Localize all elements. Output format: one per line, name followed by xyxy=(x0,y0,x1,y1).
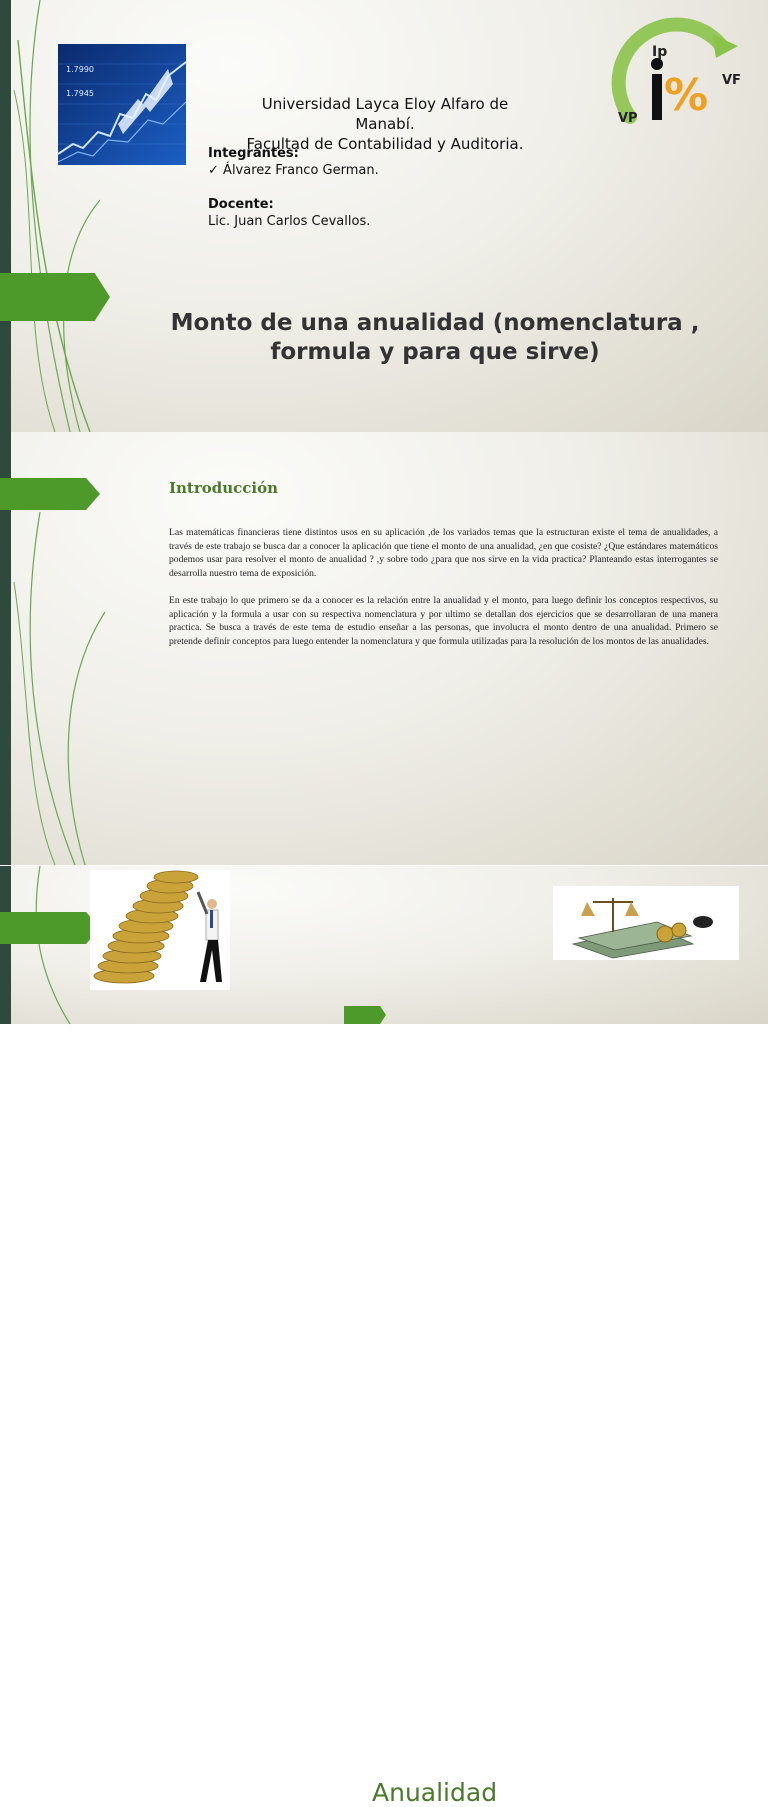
check-icon: ✓ xyxy=(208,163,219,178)
teacher-label: Docente: xyxy=(208,197,274,212)
logo-vf: VF xyxy=(722,73,741,88)
intro-paragraph-2: En este trabajo lo que primero se da a conocer es la relación entre la anualidad y el monto, para luego definir los conceptos respectivos, su aplicación y la formula a usar con su respectiva nomenclatura y por ultimo se detallan dos ejercicios que se desarrollaran de una manera practica. Se busca a través de este tema de estudio enseñar a las personas, que involucra el monto dentro de una anualidad. Primero se pretende definir conceptos para luego entender la nomenclatura y que formula utilizadas para la resolución de los montos de las anualidades. xyxy=(169,595,718,647)
introduction-heading: Introducción xyxy=(169,479,279,497)
teacher-name: Lic. Juan Carlos Cevallos. xyxy=(208,214,371,229)
member-item xyxy=(208,163,379,178)
slide-introduction xyxy=(0,432,768,865)
next-arrow-icon xyxy=(344,1006,386,1024)
intro-paragraph-1: Las matemáticas financieras tiene distintos usos en su aplicación ,de los variados temas que la estructuran existe el tema de anualidades, a través de este trabajo se busca dar a conocer la aplicación que tiene el monto de una anualidad, ¿en que cosiste? ¿Que estándares matemáticos podemos usar para resolver el monto de anualidad ? ,y sobre todo ¿para que nos sirve en la vida practica? Planteando estas interrogantes se desarrolla nuestro tema de exposición. xyxy=(169,527,718,579)
presentation-title: Monto de una anualidad (nomenclatura , formula y para que sirve) xyxy=(170,310,700,365)
green-arrow-tab xyxy=(0,478,100,510)
money-scale-image xyxy=(553,886,739,960)
stock-label-2: 1.7945 xyxy=(66,89,94,98)
green-arrow-tab xyxy=(0,912,100,944)
interest-logo xyxy=(600,22,750,132)
percent-icon: % xyxy=(664,70,709,121)
stock-label-1: 1.7990 xyxy=(66,65,94,74)
university-name: Universidad Layca Eloy Alfaro de Manabí. xyxy=(261,95,509,133)
faculty-name: Facultad de Contabilidad y Auditoria. xyxy=(246,135,524,153)
logo-vp: VP xyxy=(618,111,638,126)
members-label: Integrantes: xyxy=(208,146,299,161)
stock-chart-image xyxy=(58,44,186,165)
green-arrow-tab xyxy=(0,273,110,321)
slide-anualidad xyxy=(0,866,768,1807)
member-name: Álvarez Franco German. xyxy=(223,163,379,178)
slide-cover xyxy=(0,0,768,432)
university-header xyxy=(240,94,530,154)
logo-ip: Ip xyxy=(652,44,668,60)
anualidad-heading: Anualidad xyxy=(372,1778,498,1807)
coins-businessman-image xyxy=(90,870,230,990)
